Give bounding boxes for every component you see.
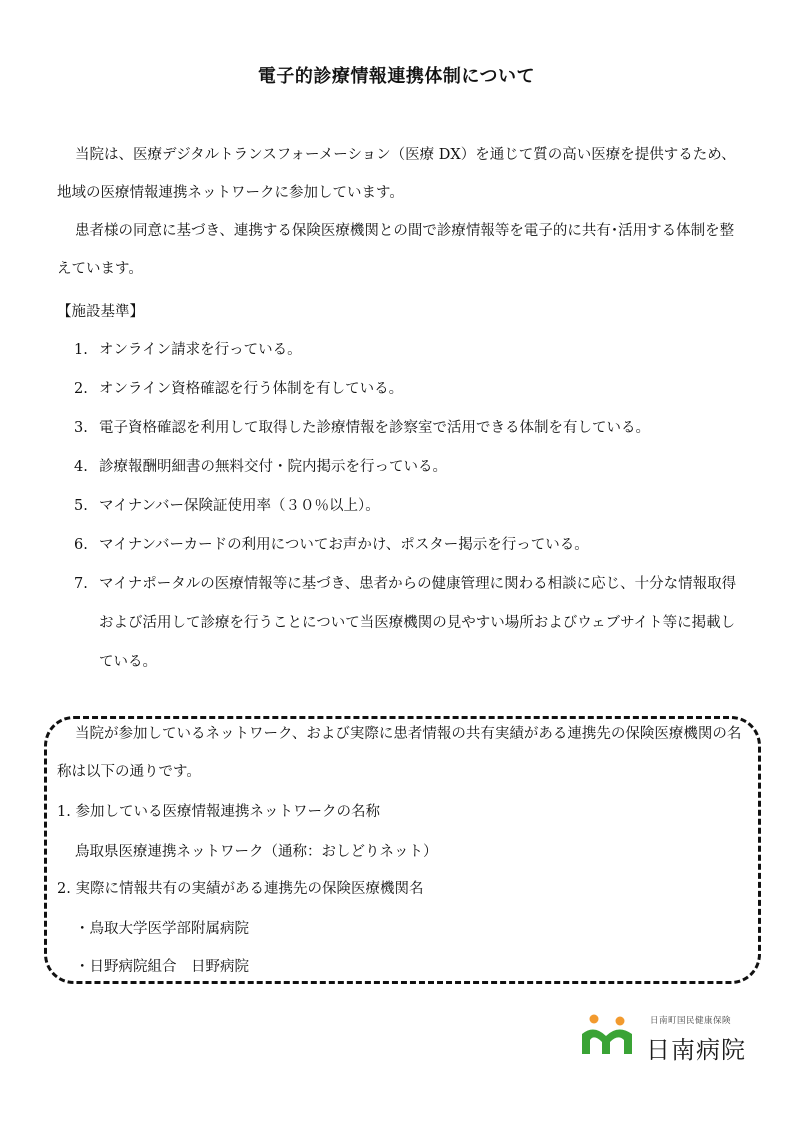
list-item-number: 3. [74,420,88,436]
list-item-number: 1. [74,342,88,358]
list-item [57,331,747,370]
list-item [57,409,747,448]
list-item-text: オンライン資格確認を行う体制を有している。 [99,381,404,397]
network-intro [57,715,747,791]
list-item-number: 2. [74,381,88,397]
network-name: 鳥取県医療連携ネットワーク（通称：おしどりネット） [75,844,438,860]
list-item [57,565,747,682]
partner-item: ・鳥取大学医学部附属病院 [75,921,249,937]
list-item-text: マイナンバー保険証使用率（３０％以上）。 [99,498,380,514]
list-item-text: マイナンバーカードの利用についてお声かけ、ポスター掲示を行っている。 [99,537,589,553]
partner-item: ・日野病院組合 日野病院 [75,959,249,975]
page-title: 電子的診療情報連携体制について [257,66,536,87]
logo-subtitle: 日南町国民健康保険 [650,1016,732,1026]
list-item-number: 6. [74,537,88,553]
list-item-text: オンライン請求を行っている。 [99,342,302,358]
list-item-text: マイナポータルの医療情報等に基づき、患者からの健康管理に関わる相談に応じ、十分な情報取得および活用して診療を行うことについて当医療機関の見やすい場所およびウェブサイト等に掲載している。 [99,576,737,670]
partners-heading: 2. 実際に情報共有の実績がある連携先の保険医療機関名 [57,881,424,897]
intro-paragraph-1-text: 当院は、医療デジタルトランスフォーメーション（医療 DX）を通じて質の高い医療を提供するため、地域の医療情報連携ネットワークに参加しています。 [57,147,736,201]
list-item-number: 4. [74,459,88,475]
network-intro-text: 当院が参加しているネットワーク、および実際に患者情報の共有実績がある連携先の保険医療機関の名称は以下の通りです。 [57,726,742,780]
list-item [57,370,747,409]
list-item-text: 電子資格確認を利用して取得した診療情報を診察室で活用できる体制を有している。 [99,420,650,436]
intro-paragraph-2-text: 患者様の同意に基づき、連携する保険医療機関との間で診療情報等を電子的に共有･活用する体制を整えています。 [57,223,735,277]
criteria-heading: 【施設基準】 [57,304,144,320]
criteria-list [57,331,747,682]
list-item-number: 7. [74,576,88,592]
list-item [57,526,747,565]
network-heading: 1. 参加している医療情報連携ネットワークの名称 [57,804,380,820]
intro-paragraph-2 [57,212,747,288]
list-item [57,487,747,526]
list-item-text: 診療報酬明細書の無料交付・院内掲示を行っている。 [99,459,447,475]
list-item-number: 5. [74,498,88,514]
list-item [57,448,747,487]
logo-name: 日南病院 [646,1036,746,1064]
intro-paragraph-1 [57,136,747,212]
